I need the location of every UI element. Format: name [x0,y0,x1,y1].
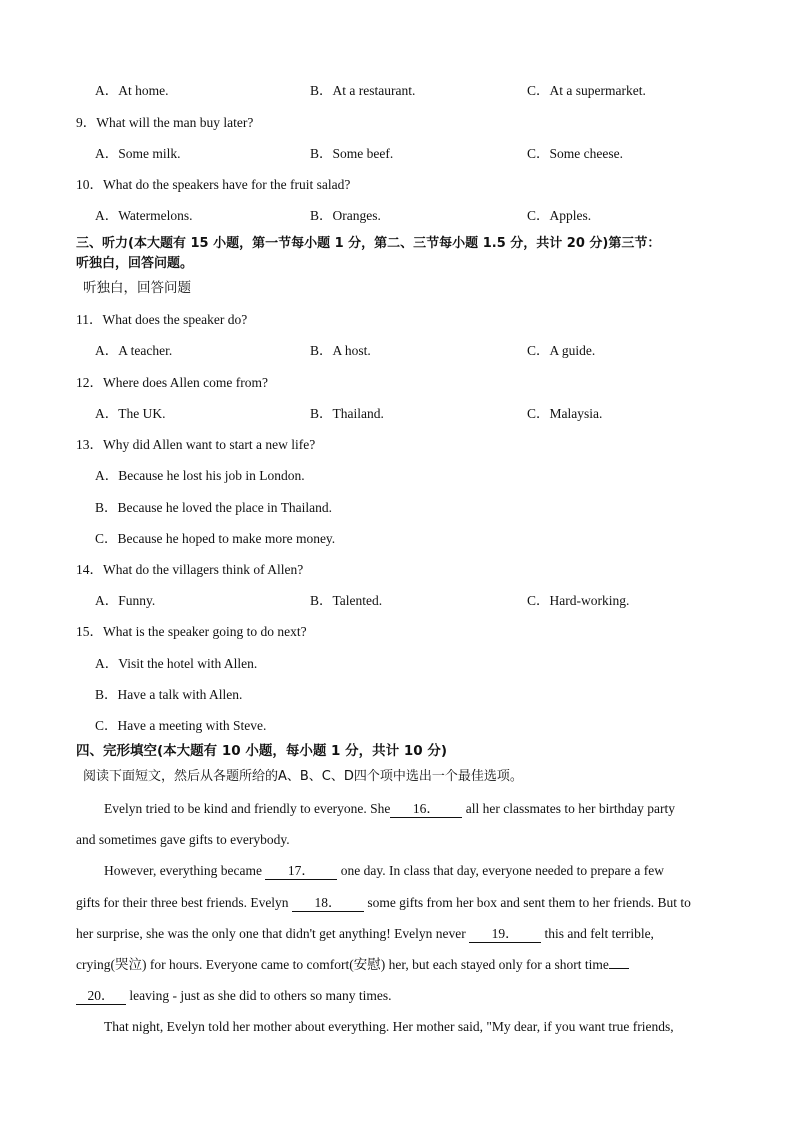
q11-option-a[interactable]: A．A teacher. [95,343,173,358]
q10-question: 10．What do the speakers have for the fruit salad? [76,177,351,192]
q9-option-c[interactable]: C．Some cheese. [527,146,623,161]
passage-line [76,956,629,974]
q12-option-c[interactable]: C．Malaysia. [527,406,603,421]
passage-line [76,925,654,943]
passage-text: crying(哭泣) for hours. Everyone came to comfort(安慰) her, but each stayed only for a short time [76,957,609,972]
passage-line [76,987,391,1005]
passage-text: gifts for their three best friends. Evelyn [76,895,289,910]
section-3-subheading: 听独白，回答问题 [83,280,191,296]
q13-option-c[interactable]: C．Because he hoped to make more money. [95,531,336,546]
q12-option-a[interactable]: A．The UK. [95,406,166,421]
q8-option-a[interactable]: A．At home. [95,83,169,98]
q15-option-b[interactable]: B．Have a talk with Allen. [95,687,243,702]
passage-text: her surprise, she was the only one that didn't get anything! Evelyn never [76,926,466,941]
passage-text: Evelyn tried to be kind and friendly to everyone. She [104,801,391,816]
section-3-heading-line2: 听独白，回答问题。 [76,256,194,271]
passage-text: However, everything became [104,863,263,878]
q11-option-c[interactable]: C．A guide. [527,343,596,358]
q8-option-c[interactable]: C．At a supermarket. [527,83,646,98]
q9-option-b[interactable]: B．Some beef. [310,146,394,161]
q15-question: 15．What is the speaker going to do next? [76,624,307,639]
q13-option-a[interactable]: A．Because he lost his job in London. [95,468,305,483]
passage-line [76,894,691,912]
blank-17[interactable]: 17． [265,863,337,880]
blank-19[interactable]: 19． [469,926,541,943]
passage-text: leaving - just as she did to others so many times. [129,988,392,1003]
section-4-heading: 四、完形填空(本大题有 10 小题，每小题 1 分，共计 10 分) [76,743,448,759]
passage-text: this and felt terrible, [544,926,654,941]
q10-option-c[interactable]: C．Apples. [527,208,592,223]
q11-option-b[interactable]: B．A host. [310,343,371,358]
q10-option-a[interactable]: A．Watermelons. [95,208,193,223]
blank-20[interactable]: 20． [76,988,126,1005]
q14-option-a[interactable]: A．Funny. [95,593,156,608]
passage-line [104,800,675,818]
q12-option-b[interactable]: B．Thailand. [310,406,384,421]
blank-16[interactable]: 16． [390,801,462,818]
q12-question: 12．Where does Allen come from? [76,375,268,390]
passage-text: one day. In class that day, everyone needed to prepare a few [340,863,664,878]
q13-question: 13．Why did Allen want to start a new life? [76,437,316,452]
q10-option-b[interactable]: B．Oranges. [310,208,381,223]
passage-line: and sometimes gave gifts to everybody. [76,832,290,847]
q13-option-b[interactable]: B．Because he loved the place in Thailand. [95,500,333,515]
q15-option-a[interactable]: A．Visit the hotel with Allen. [95,656,258,671]
q9-question: 9．What will the man buy later? [76,115,254,130]
section-3-heading-line1: 三、听力(本大题有 15 小题，第一节每小题 1 分，第二、三节每小题 1.5 分，共计 20 分)第三节： [76,236,661,251]
passage-text: all her classmates to her birthday party [465,801,675,816]
passage-text: some gifts from her box and sent them to her friends. But to [367,895,691,910]
section-4-instruction: 阅读下面短文，然后从各题所给的A、B、C、D四个项中选出一个最佳选项。 [83,769,523,784]
q15-option-c[interactable]: C．Have a meeting with Steve. [95,718,267,733]
passage-line: That night, Evelyn told her mother about everything. Her mother said, "My dear, if you want true friends, [104,1019,674,1034]
q8-option-b[interactable]: B．At a restaurant. [310,83,416,98]
blank-20-lead [609,968,629,969]
q11-question: 11．What does the speaker do? [76,312,248,327]
blank-18[interactable]: 18． [292,895,364,912]
q9-option-a[interactable]: A．Some milk. [95,146,181,161]
q14-option-c[interactable]: C．Hard-working. [527,593,630,608]
q14-question: 14．What do the villagers think of Allen? [76,562,304,577]
q14-option-b[interactable]: B．Talented. [310,593,383,608]
passage-line [104,862,664,880]
